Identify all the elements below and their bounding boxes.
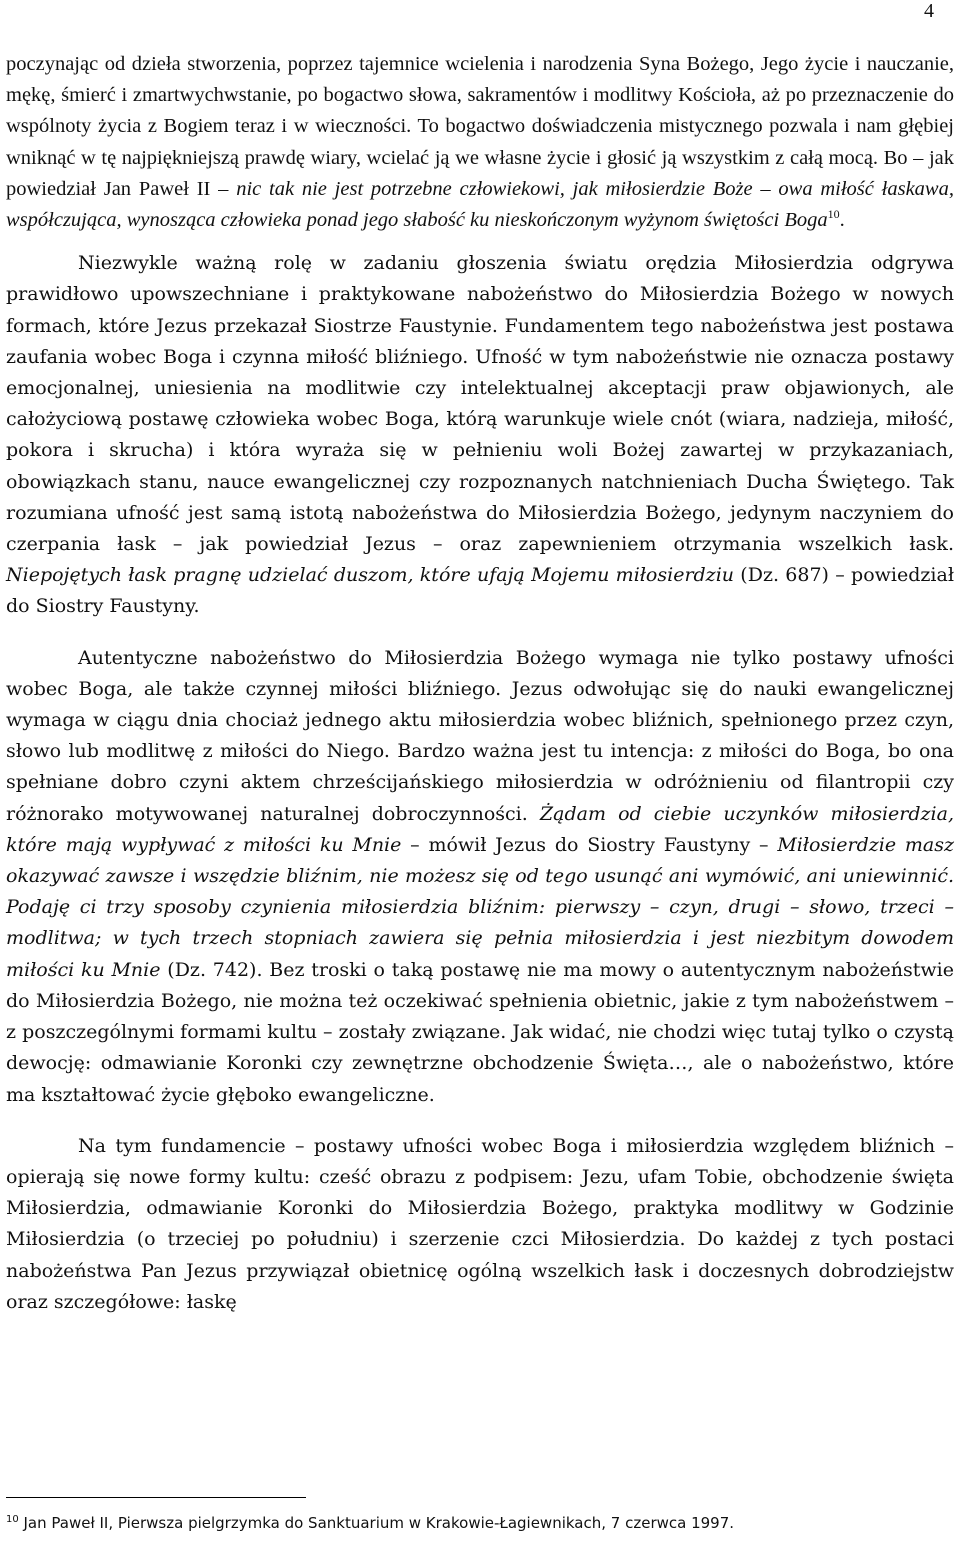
- paragraph-4-text: Na tym fundamencie – postawy ufności wobec Boga i miłosierdzia względem bliźnich – opierają się nowe formy kultu: cześć obrazu z podpisem: Jezu, ufam Tobie, obchodzenie święta Miłosierdzia, odmawianie Koronki do Miłosierdzia Bożego, praktyka modlitwy w Godzinie Miłosierdzia (o trzeciej po południu) i szerzenie czci Miłosierdzia. Do każdej z tych postaci nabożeństwa Pan Jezus przywiązał obietnicę ogólną wszelkich łask i doczesnych dobrodziejstw oraz szczegółowe: łaskę: [6, 1134, 954, 1313]
- paragraph-3: [6, 643, 954, 1111]
- paragraph-1: [6, 49, 954, 236]
- paragraph-2: [6, 248, 954, 622]
- page-number: 4: [924, 0, 934, 22]
- paragraph-1-text: poczynając od dzieła stworzenia, poprzez tajemnice wcielenia i narodzenia Syna Bożego, Jego życie i nauczanie, mękę, śmierć i zmartwychwstanie, po bogactwo słowa, sakramentów i modlitwy Kościoła, aż po przeznaczenie do wspólnoty życia z Bogiem teraz i w wieczności. To bogactwo doświadczenia mistycznego pozwala i nam głębiej wniknąć w tę najpiękniejszą prawdę wiary, wcielać ją we własne życie i głosić ją wszystkim z całą mocą. Bo – jak powiedział Jan Paweł II –: [6, 53, 954, 200]
- page-body: [6, 49, 954, 1318]
- footnote-text: Jan Paweł II, Pierwsza pielgrzymka do Sanktuarium w Krakowie-Łagiewnikach, 7 czerwca 1997.: [18, 1514, 735, 1532]
- paragraph-1-quote: nic tak nie jest potrzebne człowiekowi, jak miłosierdzie Boże – owa miłość łaskawa, współczująca, wynosząca człowieka ponad jego słabość ku nieskończonym wyżynom świętości Boga: [6, 177, 954, 232]
- paragraph-2-text: Niezwykle ważną rolę w zadaniu głoszenia światu orędzia Miłosierdzia odgrywa prawidłowo upowszechniane i praktykowane nabożeństwo do Miłosierdzia Bożego w nowych formach, które Jezus przekazał Siostrze Faustynie. Fundamentem tego nabożeństwa jest postawa zaufania wobec Boga i czynna miłość bliźniego. Ufność w tym nabożeństwie nie oznacza postawy emocjonalnej, uniesienia na modlitwie czy intelektualnej akceptacji praw objawionych, ale całożyciową postawę człowieka wobec Boga, którą warunkuje wiele cnót (wiara, nadzieja, miłość, pokora i skrucha) i która wyraża się w pełnieniu woli Bożej zawartej w przykazaniach, obowiązkach stanu, nauce ewangelicznej czy rozpoznanych natchnieniach Ducha Świętego. Tak rozumiana ufność jest samą istotą nabożeństwa do Miłosierdzia Bożego, jedynym naczyniem do czerpania łask – jak powiedział Jezus – oraz zapewnieniem otrzymania wszelkich łask.: [6, 252, 954, 556]
- footnote-ref[interactable]: 10: [827, 207, 840, 222]
- footnote-separator: [6, 1497, 306, 1498]
- paragraph-4: [6, 1131, 954, 1318]
- paragraph-3-text: Autentyczne nabożeństwo do Miłosierdzia Bożego wymaga nie tylko postawy ufności wobec Boga, ale także czynnej miłości bliźniego. Jezus odwołując się do nauki ewangelicznej wymaga w ciągu dnia chociaż jednego aktu miłosierdzia wobec bliźnich, spełnionego przez czyn, słowo lub modlitwę z miłości do Niego. Bardzo ważna jest tu intencja: z miłości do Boga, bo ona spełniane dobro czyni aktem chrześcijańskiego miłosierdzia w odróżnieniu od filantropii czy różnorako motywowanej naturalnej dobroczynności.: [6, 646, 954, 825]
- paragraph-1-end: .: [839, 209, 845, 232]
- footnote: [6, 1512, 954, 1534]
- paragraph-2-quote: Niepojętych łask pragnę udzielać duszom, które ufają Mojemu miłosierdziu: [6, 564, 735, 587]
- paragraph-2-end: (Dz. 687) – powiedział do Siostry Faustyny.: [6, 564, 954, 618]
- paragraph-3-quote-1: Żądam od ciebie uczynków miłosierdzia, które mają wypływać z miłości ku Mnie: [6, 802, 955, 856]
- paragraph-3-mid: – mówił Jezus do Siostry Faustyny –: [401, 833, 778, 856]
- paragraph-3-end: (Dz. 742). Bez troski o taką postawę nie ma mowy o autentycznym nabożeństwie do Miłosierdzia Bożego, nie można też oczekiwać spełnienia obietnic, jakie z tym nabożeństwem – z poszczególnymi formami kultu – zostały związane. Jak widać, nie chodzi więc tutaj tylko o czystą dewocję: odmawianie Koronki czy zewnętrzne obchodzenie Święta…, ale o nabożeństwo, które ma kształtować życie głęboko ewangeliczne.: [6, 958, 954, 1106]
- footnote-number: 10: [6, 1514, 19, 1525]
- paragraph-3-quote-2: Miłosierdzie masz okazywać zawsze i wszędzie bliźnim, nie możesz się od tego usunąć ani wymówić, ani uniewinnić. Podaję ci trzy sposoby czynienia miłosierdzia bliźnim: pierwszy – czyn, drugi – słowo, trzeci – modlitwa; w tych trzech stopniach zawiera się pełnia miłosierdzia i jest niezbitym dowodem miłości ku Mnie: [6, 833, 955, 981]
